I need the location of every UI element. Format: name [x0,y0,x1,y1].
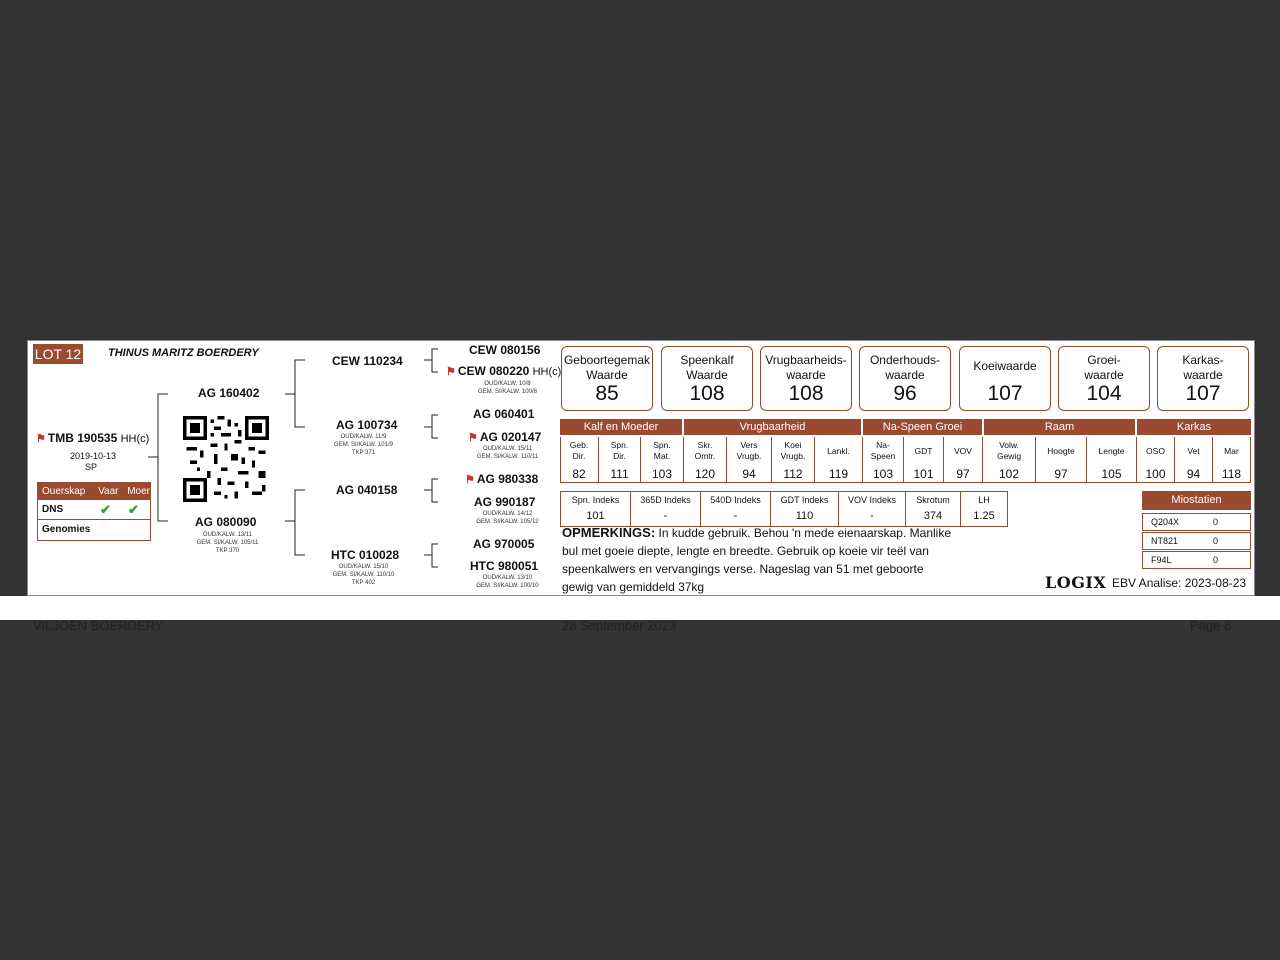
g3-5-id: ⚑ AG 980338 [465,472,539,486]
g3-8-id: HTC 980051 [470,559,539,573]
flag-icon: ⚑ [468,432,478,444]
g3-3-id: AG 060401 [473,407,535,421]
index-cell: Skrotum 374 [906,492,961,526]
trait-box: Groei- waarde 104 [1058,346,1150,411]
section-karkas: Karkas [1137,419,1251,435]
sire-dam-details: OUD/KALW. 11/9 GEM. SI/KALW. 101/9 TKP 371 [334,434,393,456]
ebv-cell: Na- Speen 103 [863,437,904,483]
animal-birth: 2019-10-13 [70,451,117,461]
sire-id: AG 160402 [198,386,260,400]
g3-2-id: ⚑ CEW 080220 HH(c) [446,364,562,378]
ownership-header: Ouerskap Vaar Moer [38,483,150,500]
index-table [560,491,1008,527]
g3-8-details: OUD/KALW. 13/10 GEM. SI/KALW. 100/10 [476,575,539,589]
ebv-cell: Koei Vrugb. 112 [772,437,815,483]
ebv-cell: Spn. Mat. 103 [641,437,684,483]
dam-details: OUD/KALW. 13/11 GEM. SI/KALW. 105/11 TKP 370 [196,532,259,554]
ownership-row-dns: DNS ✔ ✔ [38,500,150,520]
vaar-check-icon: ✔ [100,501,111,517]
ebv-cell: Vet 94 [1175,437,1213,483]
ebv-cell: Lengte 105 [1087,437,1137,483]
flag-icon: ⚑ [465,474,475,486]
ebv-analysis-date: EBV Analise: 2023-08-23 [1112,576,1247,590]
g3-6-id: AG 990187 [474,495,536,509]
logix-logo: LOGIX [1045,573,1107,592]
lot-card [27,340,1255,596]
g3-1-id: CEW 080156 [469,343,541,357]
remarks [562,524,952,596]
ebv-cell: OSO 100 [1137,437,1175,483]
trait-box: Vrugbaarheids- waarde 108 [760,346,852,411]
remarks-label: OPMERKINGS: [562,525,656,540]
trait-box: Geboortegemak Waarde 85 [561,346,653,411]
sire-dam-id: AG 100734 [336,418,398,432]
miostatien-header: Miostatien [1142,491,1251,510]
ebv-cell: Vers Vrugb. 94 [727,437,772,483]
dam-dam-details: OUD/KALW. 15/10 GEM. SI/KALW. 110/10 TKP 402 [332,564,395,586]
lot-badge: LOT 12 [34,346,82,362]
section-na-speen-groei: Na-Speen Groei [863,419,982,435]
g3-7-id: AG 970005 [473,537,535,551]
dam-sire-id: AG 040158 [336,483,398,497]
miostatien-row: F94L 0 [1142,551,1251,569]
ebv-cell: Mar 118 [1221,445,1242,481]
animal-sex: SP [85,462,98,472]
footer-left: VILJOEN BOERDERY [33,618,164,633]
footer-date: 28 September 2023 [562,618,677,633]
sire-sire-id: CEW 110234 [332,354,403,368]
ebv-cell: Hoogte 97 [1036,437,1087,483]
footer-strip [0,596,1280,620]
remarks-text: In kudde gebruik. Behou 'n mede eienaarskap. Manlike bul met goeie diepte, lengte en breedte. Gebruik op koeie vir teël van speenkalwers en vervangings verse. Nageslag van 51 met geboorte gewig van gemiddeld 37kg [562,526,951,594]
section-raam: Raam [984,419,1135,435]
ebv-cell: GDT 101 [904,437,944,483]
dam-dam-id: HTC 010028 [331,548,400,562]
farm-name: THINUS MARITZ BOERDERY [108,347,259,359]
trait-box: Onderhouds- waarde 96 [859,346,951,411]
ebv-cell: VOV 97 [944,437,983,483]
g3-2-details: OUD/KALW. 10/8 GEM. SI/KALW. 100/8 [478,381,537,395]
index-cell: 365D Indeks - [631,492,701,526]
miostatien-row: NT821 0 [1142,532,1251,550]
section-kalf-en-moeder: Kalf en Moeder [560,419,682,435]
flag-icon: ⚑ [446,366,456,378]
flag-icon: ⚑ [36,433,46,445]
ebv-cell: Geb. Dir. 82 [560,437,599,483]
trait-box: Speenkalf Waarde 108 [661,346,753,411]
ownership-row-genomies: Genomies [42,524,91,535]
miostatien-row: Q204X 0 [1142,513,1251,531]
ebv-cell: Spn. Dir. 111 [599,437,641,483]
qr-code-icon [183,416,269,502]
trait-box: Karkas- waarde 107 [1157,346,1249,411]
g3-6-details: OUD/KALW. 14/12 GEM. SI/KALW. 105/12 [476,511,539,525]
index-cell: Spn. Indeks 101 [561,492,631,526]
animal-id: ⚑ TMB 190535 HH(c) [36,431,150,445]
ownership-table [37,482,151,541]
g3-4-id: ⚑ AG 020147 [468,430,542,444]
ebv-cell: Skr. Omtr. 120 [684,437,727,483]
trait-box: Koeiwaarde 107 [959,346,1051,411]
ebv-cell: Lankl. 119 [815,437,863,483]
index-cell: GDT Indeks 110 [771,492,839,526]
ebv-cell: Volw. Gewig 102 [983,437,1036,483]
index-cell: VOV Indeks - [839,492,906,526]
g3-4-details: OUD/KALW. 15/11 GEM. SI/KALW. 110/11 [476,446,539,460]
dam-id: AG 080090 [195,515,257,529]
index-cell: 540D Indeks - [701,492,771,526]
section-vrugbaarheid: Vrugbaarheid [684,419,861,435]
moer-check-icon: ✔ [128,501,139,517]
footer-page: Page 8 [1190,618,1232,633]
index-cell: LH 1.25 [973,495,995,522]
